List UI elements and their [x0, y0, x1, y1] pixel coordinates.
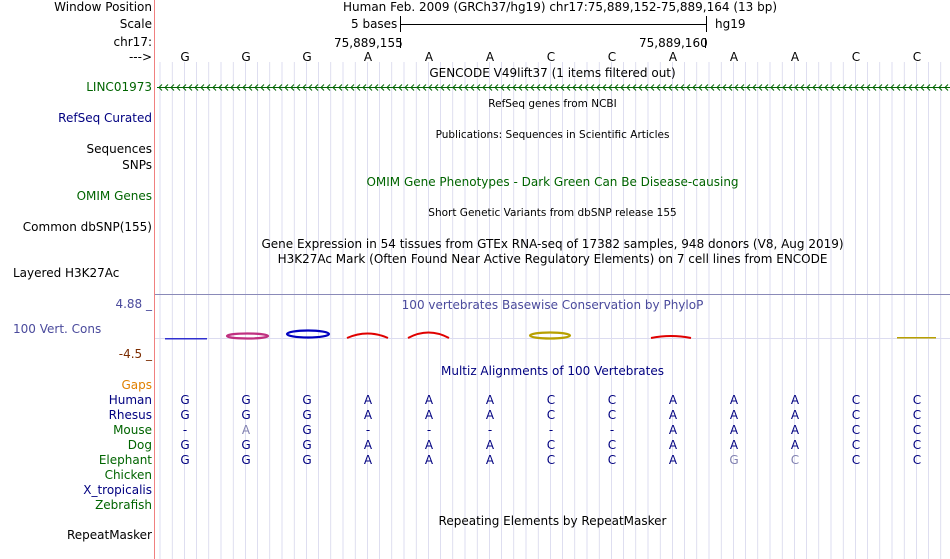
aligned-base: - — [365, 423, 371, 437]
sequence-base: A — [790, 50, 800, 64]
aligned-base: - — [182, 423, 188, 437]
aligned-base: C — [546, 408, 556, 422]
sequence-base: C — [912, 50, 922, 64]
aligned-base: G — [241, 393, 251, 407]
aligned-base: A — [485, 408, 495, 422]
species-label-rhesus[interactable]: Rhesus — [108, 408, 152, 422]
sequence-base: C — [546, 50, 556, 64]
sequence-base: A — [485, 50, 495, 64]
conservation-mark — [530, 333, 570, 339]
aligned-base: C — [912, 438, 922, 452]
aligned-base: A — [668, 423, 678, 437]
aligned-base: C — [851, 438, 861, 452]
aligned-base: G — [180, 453, 190, 467]
aligned-base: A — [729, 408, 739, 422]
multiz-track-title: Multiz Alignments of 100 Vertebrates — [440, 364, 665, 378]
conservation-mark — [287, 331, 329, 338]
aligned-base: A — [668, 453, 678, 467]
scale-label: Scale — [119, 17, 152, 31]
browser-position-title: Human Feb. 2009 (GRCh37/hg19) chr17:75,889,152-75,889,164 (13 bp) — [343, 0, 778, 14]
aligned-base: G — [302, 408, 312, 422]
conservation-mark — [165, 338, 207, 340]
aligned-base: C — [607, 393, 617, 407]
publications-track-title: Publications: Sequences in Scientific Articles — [435, 129, 670, 141]
track-label-gaps[interactable]: Gaps — [121, 378, 152, 392]
aligned-base: A — [363, 408, 373, 422]
conservation-mark — [897, 337, 936, 339]
track-label-linc01973[interactable]: LINC01973 — [86, 80, 152, 94]
aligned-base: - — [426, 423, 432, 437]
aligned-base: A — [668, 393, 678, 407]
omim-track-title: OMIM Gene Phenotypes - Dark Green Can Be Disease-causing — [366, 175, 739, 189]
track-label-snps[interactable]: SNPs — [122, 158, 152, 172]
aligned-base: C — [851, 453, 861, 467]
aligned-base: G — [302, 438, 312, 452]
aligned-base: A — [729, 423, 739, 437]
aligned-base: - — [609, 423, 615, 437]
aligned-base: G — [180, 408, 190, 422]
sequence-base: G — [302, 50, 312, 64]
aligned-base: C — [607, 408, 617, 422]
aligned-base: C — [607, 438, 617, 452]
aligned-base: A — [424, 453, 434, 467]
chromosome-label: chr17: — [113, 35, 152, 49]
aligned-base: A — [424, 408, 434, 422]
aligned-base: G — [180, 393, 190, 407]
aligned-base: G — [241, 453, 251, 467]
aligned-base: A — [424, 393, 434, 407]
aligned-base: A — [241, 423, 251, 437]
track-label-refseq-curated[interactable]: RefSeq Curated — [58, 111, 152, 125]
sequence-base: G — [241, 50, 251, 64]
dbsnp-track-title: Short Genetic Variants from dbSNP release 155 — [428, 207, 677, 219]
track-label-omim-genes[interactable]: OMIM Genes — [76, 189, 152, 203]
aligned-base: - — [548, 423, 554, 437]
species-label-chicken[interactable]: Chicken — [104, 468, 152, 482]
phylop-track-title: 100 vertebrates Basewise Conservation by PhyloP — [401, 298, 704, 312]
aligned-base: G — [302, 453, 312, 467]
aligned-base: A — [668, 438, 678, 452]
aligned-base: C — [851, 408, 861, 422]
aligned-base: C — [546, 453, 556, 467]
aligned-base: C — [607, 453, 617, 467]
aligned-base: A — [790, 393, 800, 407]
gencode-track-title: GENCODE V49lift37 (1 items filtered out) — [429, 66, 676, 80]
species-label-zebrafish[interactable]: Zebrafish — [95, 498, 152, 512]
sequence-base: A — [668, 50, 678, 64]
sequence-base: A — [424, 50, 434, 64]
aligned-base: A — [363, 453, 373, 467]
aligned-base: A — [729, 438, 739, 452]
aligned-base: A — [790, 438, 800, 452]
aligned-base: A — [363, 438, 373, 452]
aligned-base: C — [851, 423, 861, 437]
sequence-base: A — [363, 50, 373, 64]
aligned-base: A — [729, 393, 739, 407]
sequence-base: A — [729, 50, 739, 64]
aligned-base: G — [729, 453, 739, 467]
strand-label: ---> — [128, 50, 152, 64]
aligned-base: A — [485, 453, 495, 467]
track-label-common-dbsnp[interactable]: Common dbSNP(155) — [22, 220, 152, 234]
aligned-base: C — [912, 453, 922, 467]
track-label-100-vert-cons[interactable]: 100 Vert. Cons — [13, 322, 102, 336]
conservation-mark — [651, 336, 691, 338]
aligned-base: C — [546, 438, 556, 452]
aligned-base: G — [241, 408, 251, 422]
assembly-label: hg19 — [715, 17, 746, 31]
aligned-base: G — [241, 438, 251, 452]
scale-bar-text: 5 bases — [351, 17, 398, 31]
species-label-mouse[interactable]: Mouse — [113, 423, 152, 437]
h3k27ac-track-title: H3K27Ac Mark (Often Found Near Active Regulatory Elements) on 7 cell lines from ENCODE — [277, 252, 828, 266]
aligned-base: C — [790, 453, 800, 467]
aligned-base: - — [487, 423, 493, 437]
aligned-base: C — [912, 423, 922, 437]
sequence-base: G — [180, 50, 190, 64]
aligned-base: C — [912, 408, 922, 422]
species-label-elephant[interactable]: Elephant — [98, 453, 152, 467]
phylop-max-label: 4.88 _ — [115, 297, 152, 311]
sequence-base: C — [851, 50, 861, 64]
aligned-base: A — [485, 438, 495, 452]
window-position-label: Window Position — [54, 0, 152, 14]
aligned-base: C — [546, 393, 556, 407]
aligned-base: A — [668, 408, 678, 422]
repeatmasker-track-title: Repeating Elements by RepeatMasker — [438, 514, 667, 528]
aligned-base: A — [790, 423, 800, 437]
aligned-base: C — [851, 393, 861, 407]
track-label-sequences[interactable]: Sequences — [86, 142, 152, 156]
coordinate-left: 75,889,155 — [334, 36, 403, 50]
track-label-repeatmasker[interactable]: RepeatMasker — [66, 528, 152, 542]
aligned-base: C — [912, 393, 922, 407]
aligned-base: G — [302, 423, 312, 437]
species-label-dog[interactable]: Dog — [127, 438, 152, 452]
aligned-base: G — [302, 393, 312, 407]
aligned-base: A — [790, 408, 800, 422]
aligned-base: A — [485, 393, 495, 407]
aligned-base: A — [424, 438, 434, 452]
sequence-base: C — [607, 50, 617, 64]
scale-bar — [401, 16, 707, 32]
coordinate-right: 75,889,160 — [639, 36, 708, 50]
aligned-base: A — [363, 393, 373, 407]
track-label-layered-h3k27ac[interactable]: Layered H3K27Ac — [13, 266, 120, 280]
species-label-human[interactable]: Human — [108, 393, 152, 407]
aligned-base: G — [180, 438, 190, 452]
phylop-min-label: -4.5 _ — [118, 347, 152, 361]
species-label-x-tropicalis[interactable]: X_tropicalis — [83, 483, 152, 497]
gtex-track-title: Gene Expression in 54 tissues from GTEx RNA-seq of 17382 samples, 948 donors (V8, Aug 2019) — [261, 237, 844, 251]
refseq-track-title: RefSeq genes from NCBI — [488, 98, 617, 110]
